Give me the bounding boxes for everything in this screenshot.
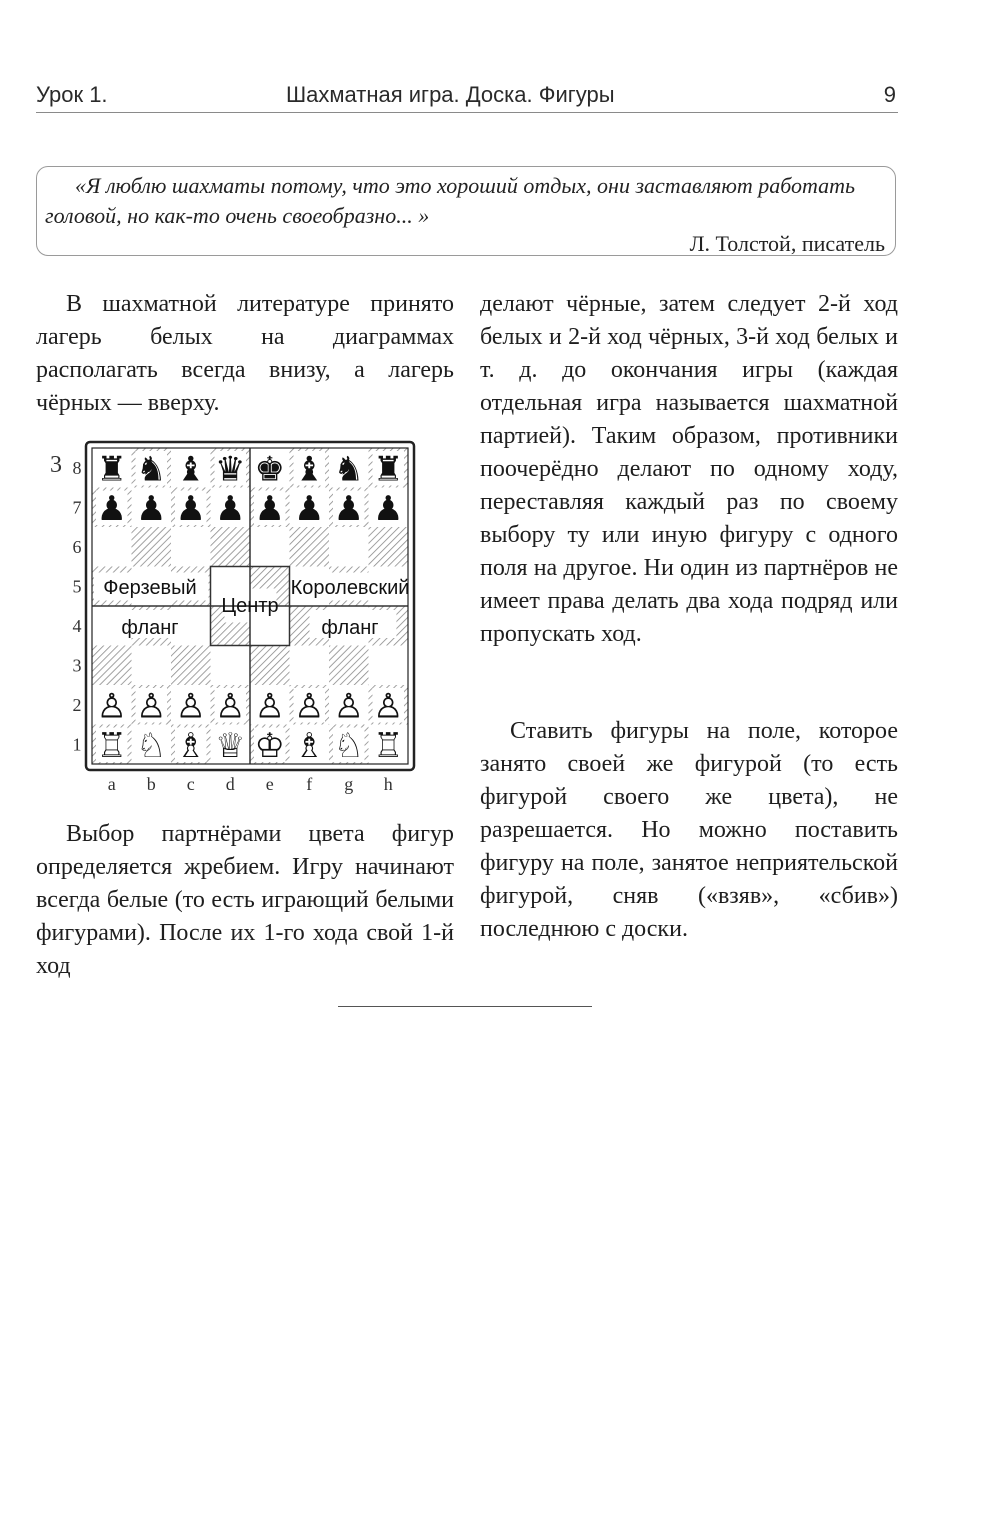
- paragraph-color-choice: Выбор партнёрами цвета фигур определяется жребием. Игру начинают всегда белые (то есть играющий белыми фигурами). После их 1-го хода свой 1-й ход: [36, 821, 454, 979]
- file-label-f: f: [306, 774, 313, 794]
- epigraph-author: Л. Толстой, писатель: [689, 231, 885, 256]
- file-label-d: d: [225, 774, 235, 794]
- board-square-b6: [132, 527, 172, 567]
- king-flank-label-1: Королевский: [290, 577, 410, 599]
- board-square-d3: [211, 646, 251, 686]
- paragraph-capture-rule: Ставить фигуры на поле, которое занято своей же фигурой (то есть фигурой своего же цвета), не разрешается. Но можно поставить фигуру на поле, занятое неприятельской фигурой, сняв («взяв», «сбив») последнюю с доски.: [480, 718, 898, 942]
- chess-piece-h1: ♖: [373, 726, 404, 766]
- diagram-number: 3: [50, 452, 62, 478]
- chess-piece-b8: ♞: [136, 449, 167, 490]
- epigraph-box: [36, 166, 896, 256]
- file-label-h: h: [383, 774, 393, 794]
- chess-piece-b7: ♟: [136, 489, 167, 529]
- chess-piece-e2: ♙: [254, 686, 285, 727]
- chapter-title: Шахматная игра. Доска. Фигуры: [286, 82, 615, 107]
- running-head: [36, 80, 898, 113]
- chess-piece-b1: ♘: [136, 726, 167, 766]
- rank-label-3: 3: [72, 655, 82, 676]
- chess-piece-g8: ♞: [333, 449, 364, 490]
- epigraph-quote: «Я люблю шахматы потому, что это хороший отдых, они заставляют работать головой, но как-то очень своеобразно... »: [45, 173, 856, 228]
- file-label-g: g: [344, 774, 354, 794]
- chess-piece-h7: ♟: [373, 489, 404, 529]
- paragraph-move-order: делают чёрные, затем следует 2-й ход белых и 2-й ход чёрных, 3-й ход белых и т. д. до окончания игры (каждая отдельная игра называется шахматной партией). Таким образом, противники поочерёдно делают по одному ходу, переставляя каждый раз по своему выбору ту или иную фигуру с одного поля на другое. Ни один из партнёров не имеет права делать два хода подряд или пропускать ход.: [480, 291, 898, 647]
- rank-label-1: 1: [72, 734, 82, 755]
- board-square-f3: [290, 646, 330, 686]
- chess-piece-a2: ♙: [96, 686, 127, 727]
- chess-piece-d8: ♛: [215, 449, 246, 490]
- rank-label-7: 7: [72, 497, 82, 518]
- board-square-c6: [171, 527, 211, 567]
- chess-piece-f2: ♙: [294, 686, 325, 727]
- board-square-g6: [329, 527, 369, 567]
- chess-piece-e8: ♚: [254, 449, 285, 490]
- rank-label-5: 5: [72, 576, 82, 597]
- rank-label-2: 2: [72, 694, 82, 715]
- chess-board: [40, 440, 440, 800]
- board-square-d6: [211, 527, 251, 567]
- board-square-f6: [290, 527, 330, 567]
- chess-piece-g7: ♟: [333, 489, 364, 529]
- chess-piece-c1: ♗: [175, 726, 206, 766]
- chess-piece-h2: ♙: [373, 686, 404, 727]
- board-square-a6: [92, 527, 132, 567]
- chess-piece-d7: ♟: [215, 489, 246, 529]
- file-label-c: c: [186, 774, 195, 794]
- page-number: 9: [883, 82, 896, 107]
- rank-label-6: 6: [72, 536, 82, 557]
- chess-piece-f8: ♝: [294, 449, 325, 490]
- chess-piece-a7: ♟: [96, 489, 127, 529]
- file-label-b: b: [146, 774, 156, 794]
- board-square-g3: [329, 646, 369, 686]
- chess-piece-f1: ♗: [294, 726, 325, 766]
- chess-piece-h8: ♜: [373, 449, 404, 490]
- chess-piece-e7: ♟: [254, 489, 285, 529]
- paragraph-intro: В шахматной литературе принято лагерь белых на диаграммах располагать всегда внизу, а лагерь чёрных — вверху.: [36, 291, 454, 416]
- chess-piece-e1: ♔: [254, 726, 285, 766]
- chess-piece-c2: ♙: [175, 686, 206, 727]
- center-label: Центр: [221, 595, 279, 617]
- lesson-label: Урок 1.: [36, 82, 108, 107]
- section-divider: [338, 1006, 592, 1007]
- chess-piece-f7: ♟: [294, 489, 325, 529]
- chess-piece-g2: ♙: [333, 686, 364, 727]
- file-label-a: a: [107, 774, 116, 794]
- queen-flank-label-1: Ферзевый: [103, 577, 197, 599]
- board-square-c3: [171, 646, 211, 686]
- chess-piece-g1: ♘: [333, 726, 364, 766]
- chess-piece-b2: ♙: [136, 686, 167, 727]
- chess-piece-a8: ♜: [96, 449, 127, 490]
- board-square-h3: [369, 646, 409, 686]
- chess-piece-c7: ♟: [175, 489, 206, 529]
- file-label-e: e: [265, 774, 274, 794]
- chess-piece-c8: ♝: [175, 449, 206, 490]
- king-flank-label-2: фланг: [321, 617, 379, 639]
- rank-label-4: 4: [72, 615, 82, 636]
- chess-piece-a1: ♖: [96, 726, 127, 766]
- chess-piece-d2: ♙: [215, 686, 246, 727]
- board-square-e3: [250, 646, 290, 686]
- board-square-h6: [369, 527, 409, 567]
- chess-piece-d1: ♕: [215, 726, 246, 766]
- rank-label-8: 8: [72, 457, 82, 478]
- board-square-b3: [132, 646, 172, 686]
- chess-diagram: [40, 440, 440, 800]
- queen-flank-label-2: фланг: [121, 617, 179, 639]
- board-square-a3: [92, 646, 132, 686]
- board-square-e6: [250, 527, 290, 567]
